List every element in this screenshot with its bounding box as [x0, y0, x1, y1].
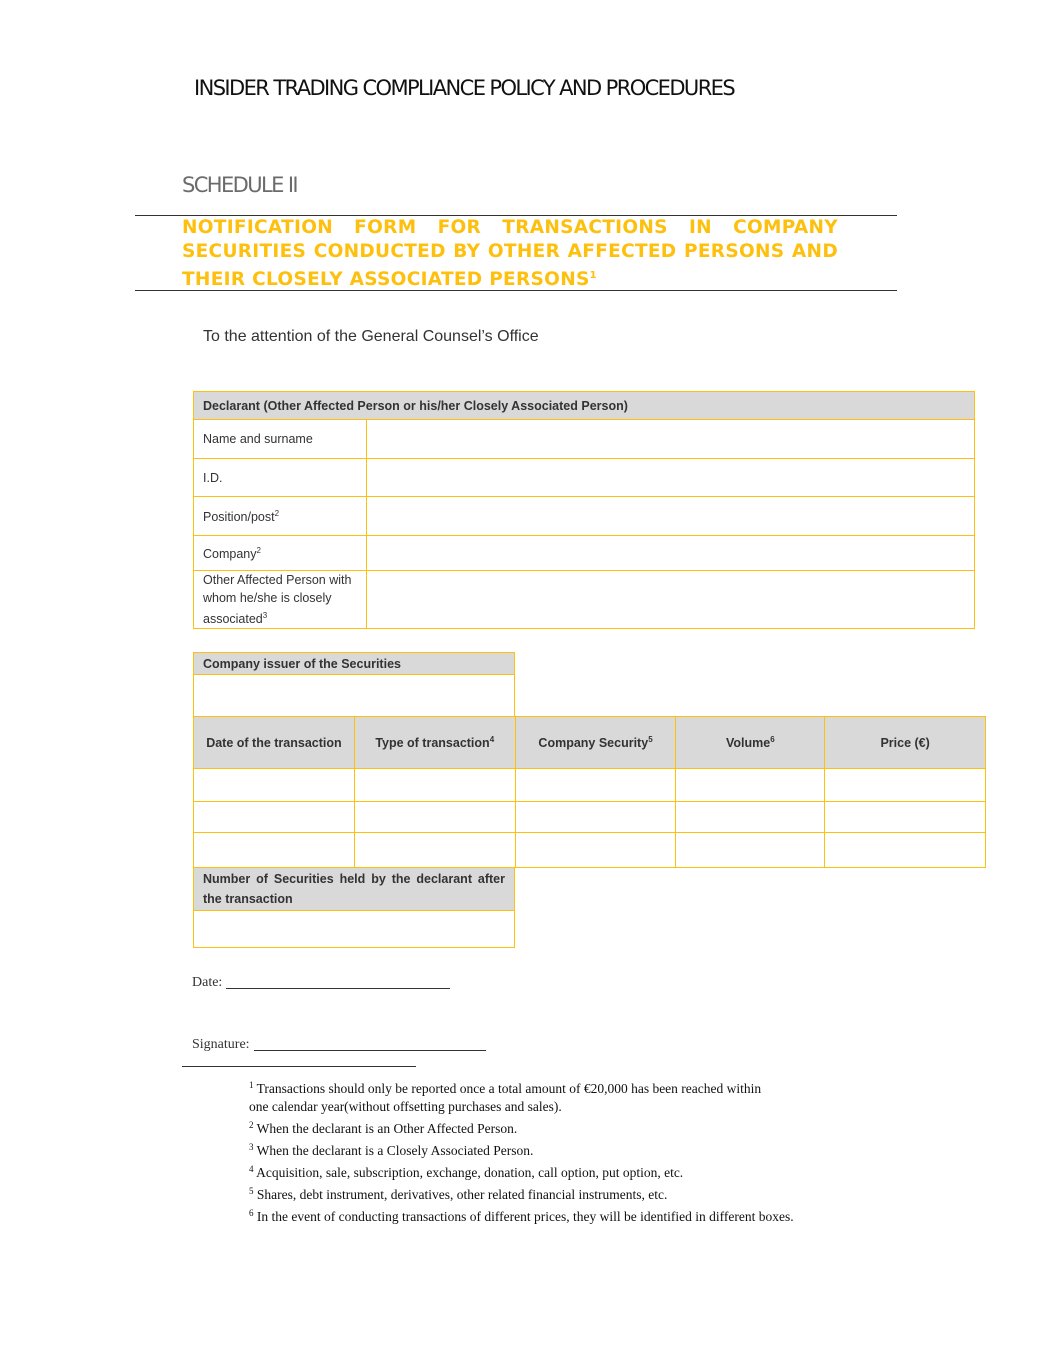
transaction-cell[interactable]	[515, 802, 676, 833]
footnote-ref-4: 4	[489, 735, 495, 744]
form-heading-line-3-text: THEIR CLOSELY ASSOCIATED PERSONS	[182, 269, 590, 290]
col-date-header	[194, 717, 355, 769]
footnote-text: Transactions should only be reported once a total amount of €20,000 has been reached within	[256, 1081, 762, 1096]
footnote-3	[249, 1138, 794, 1160]
col-price-header	[825, 717, 986, 769]
associated-person-field[interactable]	[366, 571, 974, 629]
transaction-cell[interactable]	[354, 833, 515, 868]
issuer-field[interactable]	[194, 675, 515, 717]
form-heading-line-3	[182, 264, 838, 292]
footnote-text: When the declarant is a Closely Associated Person.	[256, 1143, 534, 1158]
transaction-cell[interactable]	[825, 833, 986, 868]
heading-bottom-rule	[135, 290, 897, 291]
col-volume-header	[676, 717, 825, 769]
footnote-ref-5: 5	[648, 735, 653, 744]
footnote-text: In the event of conducting transactions of different prices, they will be identified in different boxes.	[256, 1209, 794, 1224]
issuer-table	[193, 652, 515, 717]
company-label-text: Company	[203, 546, 257, 561]
document-title: INSIDER TRADING COMPLIANCE POLICY AND PROCEDURES	[194, 76, 735, 100]
name-surname-field[interactable]	[366, 420, 974, 459]
transaction-cell[interactable]	[825, 769, 986, 802]
date-line	[192, 974, 450, 991]
footnote-6	[249, 1204, 794, 1226]
footnote-text: When the declarant is an Other Affected Person.	[256, 1121, 518, 1136]
name-surname-label	[194, 420, 367, 459]
attention-line: To the attention of the General Counsel’s Office	[203, 328, 539, 345]
schedule-label: SCHEDULE II	[182, 173, 298, 197]
footnote-number: 4	[249, 1164, 254, 1174]
footnote-number: 5	[249, 1186, 254, 1196]
declarant-header: Declarant (Other Affected Person or his/her Closely Associated Person)	[194, 392, 975, 420]
footnote-ref-6: 6	[770, 735, 775, 744]
footnote-ref-2: 2	[274, 508, 280, 518]
footnote-separator	[182, 1066, 416, 1067]
footnote-4	[249, 1160, 794, 1182]
id-field[interactable]	[366, 459, 974, 497]
signature-input[interactable]	[254, 1036, 486, 1051]
associated-person-label	[194, 571, 367, 629]
footnote-1	[249, 1076, 794, 1098]
holdings-table	[193, 867, 515, 948]
id-label	[194, 459, 367, 497]
col-volume-header-text: Volume	[725, 736, 771, 750]
associated-person-label-text: Other Affected Person with whom he/she is closely associated	[203, 573, 352, 626]
transaction-cell[interactable]	[825, 802, 986, 833]
col-date-header-text: Date of the transaction	[206, 735, 342, 750]
transactions-table	[193, 716, 986, 868]
form-heading-line-1: NOTIFICATION FORM FOR TRANSACTIONS IN COMPANY	[182, 217, 838, 238]
signature-line	[192, 1036, 486, 1053]
declarant-table	[193, 391, 975, 629]
transaction-cell[interactable]	[354, 802, 515, 833]
form-heading	[182, 216, 838, 292]
form-heading-line-2: SECURITIES CONDUCTED BY OTHER AFFECTED PERSONS AND	[182, 241, 838, 262]
id-label-text: I.D.	[203, 470, 223, 485]
transaction-cell[interactable]	[676, 769, 825, 802]
signature-label: Signature:	[192, 1037, 250, 1052]
date-input[interactable]	[226, 974, 450, 989]
position-field[interactable]	[366, 497, 974, 536]
issuer-header: Company issuer of the Securities	[194, 653, 515, 675]
col-security-header-text: Company Security	[538, 736, 649, 750]
footnote-text: Shares, debt instrument, derivatives, other related financial instruments, etc.	[256, 1187, 668, 1202]
footnote-number: 2	[249, 1120, 254, 1130]
position-label	[194, 497, 367, 536]
footnote-text: Acquisition, sale, subscription, exchange, donation, call option, put option, etc.	[256, 1165, 684, 1180]
position-label-text: Position/post	[203, 509, 275, 524]
holdings-header: Number of Securities held by the declarant after the transaction	[194, 868, 515, 911]
transaction-cell[interactable]	[515, 833, 676, 868]
transaction-cell[interactable]	[194, 833, 355, 868]
transaction-cell[interactable]	[194, 769, 355, 802]
footnote-number: 1	[249, 1080, 254, 1090]
company-label	[194, 536, 367, 571]
footnote-5	[249, 1182, 794, 1204]
col-type-header	[354, 717, 515, 769]
footnote-text: one calendar year(without offsetting purchases and sales).	[249, 1099, 562, 1114]
col-price-header-text: Price (€)	[880, 735, 930, 750]
date-label: Date:	[192, 975, 223, 990]
transaction-cell[interactable]	[515, 769, 676, 802]
transaction-cell[interactable]	[194, 802, 355, 833]
transaction-cell[interactable]	[676, 833, 825, 868]
footnote-ref-3: 3	[262, 611, 268, 620]
footnote-1-continued	[249, 1098, 794, 1116]
col-security-header	[515, 717, 676, 769]
footnote-number: 3	[249, 1142, 254, 1152]
footnote-number: 6	[249, 1208, 254, 1218]
transaction-cell[interactable]	[354, 769, 515, 802]
footnotes	[249, 1076, 794, 1226]
name-surname-label-text: Name and surname	[203, 432, 313, 446]
col-type-header-text: Type of transaction	[375, 736, 490, 750]
footnote-ref-1: 1	[589, 270, 597, 281]
transaction-cell[interactable]	[676, 802, 825, 833]
company-field[interactable]	[366, 536, 974, 571]
holdings-field[interactable]	[194, 911, 515, 948]
footnote-2	[249, 1116, 794, 1138]
footnote-ref-2: 2	[256, 545, 261, 555]
